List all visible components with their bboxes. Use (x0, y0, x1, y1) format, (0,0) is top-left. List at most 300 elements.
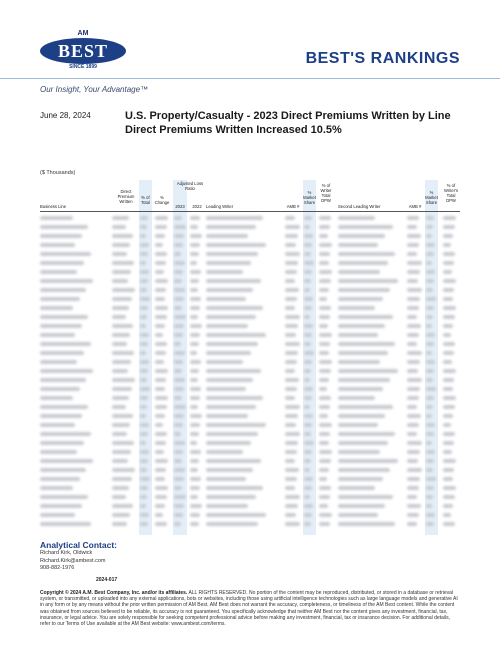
blurred-cell (443, 387, 453, 391)
report-code: 2024-017 (96, 577, 118, 583)
table-row (40, 394, 460, 402)
blurred-cell (174, 234, 184, 238)
blurred-cell (443, 450, 452, 454)
blurred-cell (338, 504, 385, 508)
blurred-cell (140, 450, 149, 454)
blurred-cell (407, 450, 420, 454)
blurred-cell (155, 477, 165, 481)
table-row (40, 385, 460, 393)
blurred-cell (285, 234, 298, 238)
blurred-cell (155, 378, 166, 382)
blurred-cell (443, 315, 455, 319)
blurred-cell (40, 279, 93, 283)
blurred-cell (407, 486, 419, 490)
blurred-cell (190, 486, 200, 490)
col-dpw: Direct Premium Written (117, 189, 135, 204)
blurred-cell (190, 234, 202, 238)
blurred-cell (155, 495, 167, 499)
blurred-cell (285, 243, 296, 247)
blurred-cell (174, 459, 182, 463)
blurred-cell (443, 378, 454, 382)
table-row (40, 241, 460, 249)
blurred-cell (443, 252, 455, 256)
blurred-cell (443, 261, 454, 265)
blurred-cell (319, 252, 330, 256)
blurred-cell (155, 261, 166, 265)
blurred-cell (304, 243, 312, 247)
table-row (40, 277, 460, 285)
blurred-cell (190, 504, 202, 508)
blurred-cell (304, 405, 310, 409)
blurred-cell (206, 225, 256, 229)
blurred-cell (112, 234, 133, 238)
table-row (40, 412, 460, 420)
blurred-cell (338, 342, 395, 346)
blurred-cell (155, 324, 165, 328)
analytical-contact (40, 540, 220, 573)
blurred-cell (174, 477, 184, 481)
col-pct-total: % of Total (141, 195, 150, 205)
blurred-cell (112, 504, 133, 508)
col-amb-1: AMB # (286, 204, 300, 209)
blurred-cell (304, 360, 312, 364)
contact-email[interactable]: Richard.Kirk@ambest.com (40, 557, 106, 564)
blurred-cell (443, 342, 455, 346)
blurred-cell (319, 522, 330, 526)
blurred-cell (443, 432, 455, 436)
blurred-cell (407, 396, 419, 400)
blurred-cell (407, 324, 421, 328)
blurred-cell (426, 270, 435, 274)
blurred-cell (407, 468, 422, 472)
blurred-cell (40, 306, 73, 310)
blurred-cell (426, 243, 435, 247)
col-second-writer: Second Leading Writer (338, 204, 381, 209)
blurred-cell (285, 495, 300, 499)
blurred-cell (304, 261, 314, 265)
blurred-cell (40, 261, 84, 265)
blurred-cell (426, 405, 433, 409)
blurred-cell (407, 288, 422, 292)
blurred-cell (206, 306, 263, 310)
blurred-cell (319, 270, 332, 274)
blurred-cell (40, 297, 80, 301)
blurred-cell (426, 477, 436, 481)
blurred-cell (426, 441, 432, 445)
blurred-cell (338, 369, 398, 373)
blurred-cell (338, 270, 380, 274)
blurred-cell (407, 216, 419, 220)
blurred-cell (407, 279, 418, 283)
blurred-cell (285, 441, 298, 445)
blurred-cell (190, 414, 202, 418)
title-line-1: U.S. Property/Casualty - 2023 Direct Premiums Written by Line (125, 110, 451, 122)
table-row (40, 322, 460, 330)
blurred-cell (155, 279, 168, 283)
col-2022: 2022 (192, 204, 202, 209)
blurred-cell (319, 387, 327, 391)
blurred-cell (426, 495, 433, 499)
blurred-cell (112, 333, 130, 337)
blurred-cell (285, 396, 295, 400)
col-leading-writer: Leading Writer (206, 204, 234, 209)
blurred-cell (140, 378, 147, 382)
blurred-cell (140, 225, 147, 229)
blurred-cell (426, 234, 432, 238)
blurred-cell (285, 324, 298, 328)
blurred-cell (338, 306, 375, 310)
col-amb-2: AMB # (408, 204, 422, 209)
blurred-cell (174, 441, 185, 445)
blurred-cell (112, 243, 130, 247)
table-row (40, 439, 460, 447)
blurred-cell (112, 351, 134, 355)
blurred-cell (338, 522, 395, 526)
blurred-cell (426, 369, 434, 373)
copyright-bold: Copyright © 2024 A.M. Best Company, Inc. and/or its affiliates. (40, 590, 188, 596)
blurred-cell (319, 414, 328, 418)
blurred-cell (407, 513, 419, 517)
blurred-cell (155, 405, 167, 409)
blurred-cell (174, 243, 183, 247)
brand-title: BEST'S RANKINGS (305, 50, 460, 67)
blurred-cell (338, 288, 390, 292)
blurred-cell (319, 306, 331, 310)
blurred-cell (190, 243, 200, 247)
blurred-cell (443, 270, 452, 274)
blurred-cell (112, 216, 129, 220)
blurred-cell (190, 297, 201, 301)
blurred-cell (206, 216, 263, 220)
blurred-cell (206, 504, 248, 508)
blurred-cell (190, 405, 198, 409)
blurred-cell (285, 216, 295, 220)
blurred-cell (338, 216, 375, 220)
blurred-cell (174, 387, 184, 391)
blurred-cell (426, 261, 432, 265)
blurred-cell (407, 234, 421, 238)
blurred-cell (426, 486, 434, 490)
table-row (40, 520, 460, 528)
blurred-cell (155, 450, 164, 454)
blurred-cell (407, 423, 419, 427)
blurred-cell (304, 504, 313, 508)
blurred-cell (112, 360, 131, 364)
blurred-cell (206, 423, 266, 427)
blurred-cell (319, 261, 329, 265)
blurred-cell (140, 243, 149, 247)
table-row (40, 493, 460, 501)
blurred-cell (338, 324, 385, 328)
blurred-cell (407, 414, 421, 418)
blurred-cell (112, 252, 127, 256)
table-row (40, 358, 460, 366)
contact-name: Richard Kirk, Oldwick (40, 550, 93, 556)
blurred-cell (426, 522, 434, 526)
blurred-cell (304, 513, 312, 517)
blurred-cell (319, 243, 332, 247)
blurred-cell (140, 315, 147, 319)
blurred-cell (40, 504, 82, 508)
blurred-cell (40, 252, 91, 256)
blurred-cell (190, 522, 199, 526)
blurred-cell (426, 306, 434, 310)
blurred-cell (285, 378, 299, 382)
blurred-cell (407, 351, 422, 355)
blurred-cell (190, 423, 200, 427)
blurred-cell (190, 333, 200, 337)
table-row (40, 484, 460, 492)
blurred-cell (338, 333, 378, 337)
blurred-cell (190, 468, 198, 472)
blurred-cell (319, 423, 332, 427)
blurred-cell (443, 459, 456, 463)
blurred-cell (140, 297, 150, 301)
blurred-cell (407, 477, 420, 481)
blurred-cell (319, 486, 331, 490)
blurred-cell (206, 369, 261, 373)
blurred-cell (40, 432, 91, 436)
blurred-cell (155, 342, 167, 346)
blurred-cell (112, 459, 128, 463)
blurred-cell (155, 522, 167, 526)
blurred-cell (190, 450, 201, 454)
blurred-cell (155, 423, 163, 427)
blurred-cell (304, 270, 312, 274)
blurred-cell (174, 405, 186, 409)
blurred-cell (206, 396, 263, 400)
blurred-cell (112, 306, 129, 310)
blurred-cell (319, 288, 329, 292)
blurred-cell (319, 360, 332, 364)
blurred-cell (112, 378, 135, 382)
blurred-cell (206, 450, 243, 454)
blurred-cell (319, 216, 331, 220)
blurred-cell (155, 216, 168, 220)
blurred-cell (112, 324, 133, 328)
blurred-cell (407, 495, 417, 499)
blurred-cell (112, 414, 133, 418)
blurred-cell (304, 468, 310, 472)
blurred-cell (155, 243, 163, 247)
blurred-cell (285, 504, 298, 508)
blurred-cell (206, 360, 243, 364)
table-row (40, 421, 460, 429)
blurred-cell (304, 477, 313, 481)
blurred-cell (319, 315, 330, 319)
blurred-cell (190, 378, 198, 382)
col-writer-dpw-2: % of Writer's Total DPW (444, 183, 458, 203)
blurred-cell (443, 279, 456, 283)
blurred-cell (426, 423, 435, 427)
blurred-cell (338, 360, 380, 364)
blurred-cell (140, 405, 147, 409)
blurred-cell (443, 225, 455, 229)
blurred-cell (285, 351, 298, 355)
col-adj-loss-ratio: Adjusted Loss Ratio (176, 181, 204, 191)
blurred-cell (112, 297, 132, 301)
blurred-cell (338, 495, 393, 499)
blurred-cell (304, 234, 313, 238)
table-row (40, 403, 460, 411)
blurred-cell (174, 360, 183, 364)
blurred-cell (443, 396, 456, 400)
copyright-notice (40, 590, 460, 627)
blurred-cell (304, 414, 313, 418)
blurred-cell (338, 261, 388, 265)
blurred-cell (140, 486, 148, 490)
blurred-cell (206, 297, 246, 301)
blurred-cell (206, 270, 243, 274)
blurred-cell (285, 315, 300, 319)
table-row (40, 268, 460, 276)
blurred-cell (304, 225, 310, 229)
blurred-cell (319, 405, 330, 409)
blurred-cell (426, 351, 432, 355)
blurred-cell (140, 414, 146, 418)
blurred-cell (338, 315, 393, 319)
logo-best-text: BEST (57, 41, 109, 61)
blurred-cell (407, 432, 417, 436)
logo-am-text: AM (77, 30, 89, 37)
blurred-cell (285, 279, 295, 283)
blurred-cell (155, 468, 166, 472)
blurred-cell (206, 279, 261, 283)
blurred-cell (407, 504, 421, 508)
blurred-cell (174, 342, 181, 346)
blurred-cell (40, 324, 82, 328)
blurred-cell (426, 378, 433, 382)
blurred-cell (338, 486, 375, 490)
blurred-cell (407, 243, 419, 247)
blurred-cell (206, 315, 256, 319)
blurred-cell (40, 369, 93, 373)
blurred-cell (206, 432, 258, 436)
blurred-cell (319, 441, 329, 445)
blurred-cell (285, 513, 296, 517)
blurred-cell (112, 369, 128, 373)
blurred-cell (40, 225, 88, 229)
blurred-cell (285, 360, 297, 364)
blurred-cell (206, 261, 251, 265)
blurred-cell (190, 396, 200, 400)
table-row (40, 286, 460, 294)
col-mkt-share-1: % Market Share (303, 190, 316, 205)
blurred-cell (443, 306, 456, 310)
blurred-cell (407, 270, 420, 274)
blurred-cell (407, 333, 419, 337)
blurred-cell (443, 405, 455, 409)
table-row (40, 304, 460, 312)
blurred-cell (140, 369, 148, 373)
blurred-cell (304, 486, 312, 490)
blurred-cell (304, 387, 313, 391)
blurred-cell (112, 468, 135, 472)
blurred-cell (190, 459, 199, 463)
blurred-cell (443, 486, 456, 490)
blurred-cell (304, 369, 311, 373)
blurred-cell (190, 513, 200, 517)
blurred-cell (174, 468, 185, 472)
blurred-cell (140, 324, 146, 328)
blurred-cell (112, 279, 128, 283)
blurred-cell (40, 234, 82, 238)
blurred-cell (407, 297, 420, 301)
blurred-cell (206, 486, 263, 490)
table-row (40, 367, 460, 375)
blurred-cell (285, 432, 300, 436)
blurred-cell (407, 387, 420, 391)
blurred-cell (407, 252, 417, 256)
blurred-cell (407, 441, 422, 445)
blurred-cell (206, 459, 261, 463)
blurred-cell (190, 441, 197, 445)
blurred-cell (112, 288, 135, 292)
blurred-cell (407, 261, 422, 265)
blurred-cell (190, 387, 201, 391)
blurred-cell (443, 441, 454, 445)
blurred-cell (112, 261, 134, 265)
blurred-cell (40, 351, 84, 355)
blurred-cell (304, 342, 311, 346)
blurred-cell (190, 270, 201, 274)
blurred-cell (407, 315, 417, 319)
blurred-cell (140, 306, 148, 310)
blurred-cell (40, 396, 73, 400)
report-date: June 28, 2024 (40, 111, 91, 120)
blurred-cell (155, 297, 165, 301)
blurred-cell (190, 261, 197, 265)
blurred-cell (319, 234, 328, 238)
blurred-cell (40, 378, 86, 382)
blurred-cell (155, 315, 167, 319)
blurred-cell (443, 513, 451, 517)
blurred-cell (319, 342, 330, 346)
blurred-cell (174, 486, 182, 490)
blurred-cell (338, 387, 383, 391)
blurred-cell (426, 342, 434, 346)
blurred-cell (285, 477, 297, 481)
blurred-cell (140, 288, 147, 292)
blurred-cell (285, 486, 295, 490)
blurred-cell (190, 369, 199, 373)
units-label: ($ Thousands) (40, 170, 76, 176)
blurred-cell (40, 495, 88, 499)
blurred-cell (426, 450, 435, 454)
blurred-cell (426, 288, 433, 292)
blurred-cell (40, 522, 91, 526)
blurred-cell (190, 216, 200, 220)
blurred-cell (40, 468, 86, 472)
blurred-cell (155, 396, 168, 400)
blurred-cell (112, 405, 126, 409)
blurred-cell (112, 225, 126, 229)
blurred-cell (443, 216, 456, 220)
blurred-cell (174, 369, 182, 373)
logo-since-text: SINCE 1899 (69, 64, 97, 70)
blurred-cell (426, 360, 435, 364)
blurred-cell (338, 441, 388, 445)
blurred-cell (174, 522, 181, 526)
blurred-cell (426, 459, 434, 463)
blurred-cell (285, 423, 296, 427)
blurred-cell (40, 360, 77, 364)
blurred-cell (426, 324, 432, 328)
blurred-cell (140, 441, 146, 445)
blurred-cell (426, 387, 436, 391)
blurred-cell (319, 468, 329, 472)
table-row (40, 448, 460, 456)
